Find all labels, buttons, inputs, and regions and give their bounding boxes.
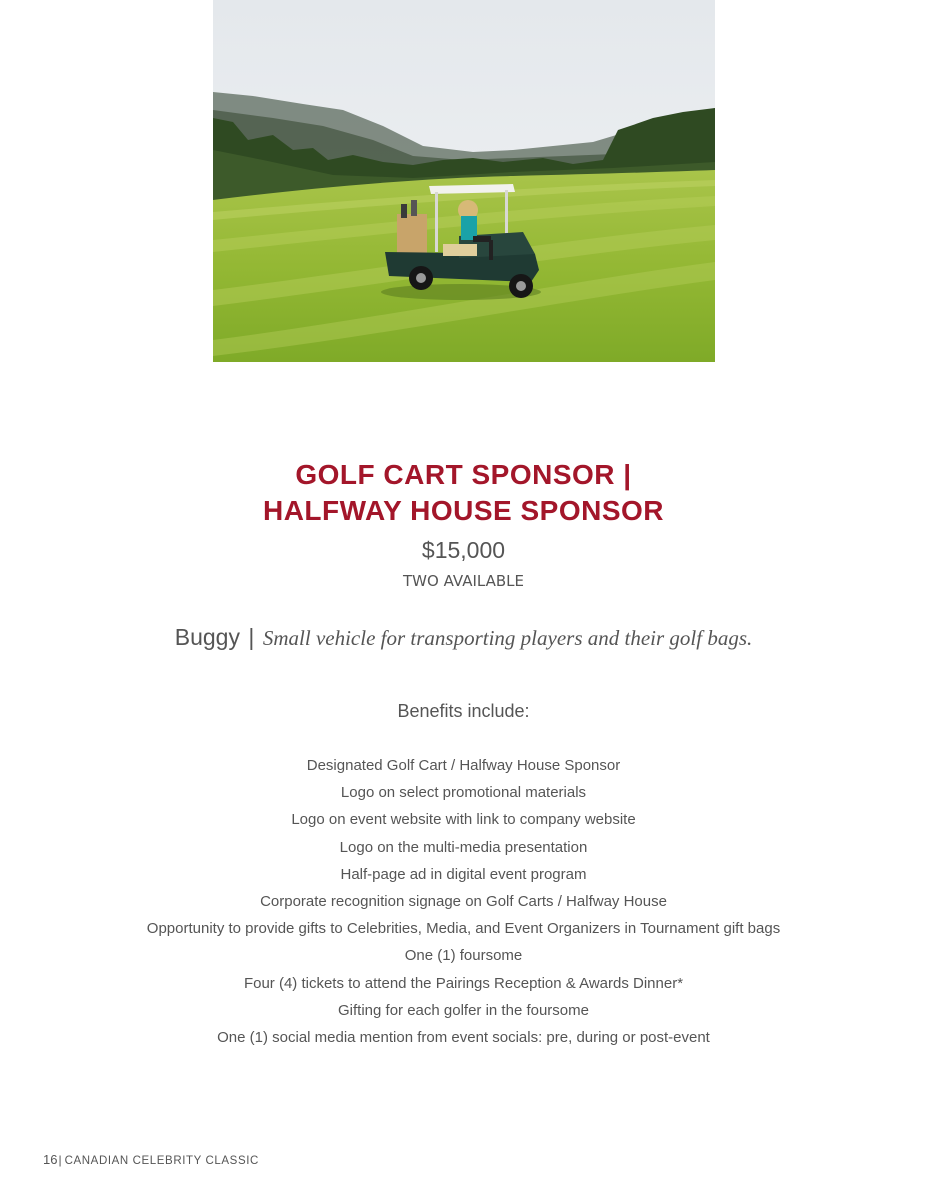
golf-cart-photo [213,0,715,362]
benefit-item: Opportunity to provide gifts to Celebrities, Media, and Event Organizers in Tournament gift bags [146,920,781,938]
sponsorship-title-line1: GOLF CART SPONSOR | [295,459,632,490]
page-number: 16 [43,1152,58,1167]
benefit-item: Gifting for each golfer in the foursome [338,1001,589,1019]
benefits-heading: Benefits include: [397,701,530,721]
benefit-item: Designated Golf Cart / Halfway House Sponsor [306,757,621,774]
benefits-list [0,752,927,1051]
page-footer [43,1152,259,1169]
benefit-item: Half-page ad in digital event program [340,865,587,883]
benefit-item: One (1) foursome [404,947,523,965]
sponsorship-title-line2: HALFWAY HOUSE SPONSOR [262,495,664,526]
sponsorship-availability: TWO AVAILABLE [403,572,524,590]
benefit-item: One (1) social media mention from event socials: pre, during or post-event [217,1028,710,1046]
benefit-item: Logo on select promotional materials [340,784,587,802]
footer-separator: | [58,1153,62,1167]
definition-separator: | [248,624,255,650]
sponsorship-price: $15,000 [421,537,506,563]
definition-description: Small vehicle for transporting players and their golf bags. [262,626,753,650]
publication-name: CANADIAN CELEBRITY CLASSIC [64,1155,259,1167]
benefit-item: Logo on event website with link to company website [291,811,636,829]
definition-line [0,622,927,656]
benefit-item: Logo on the multi-media presentation [339,838,588,856]
definition-term: Buggy [174,624,240,650]
benefit-item: Four (4) tickets to attend the Pairings Reception & Awards Dinner* [243,974,684,992]
benefit-item: Corporate recognition signage on Golf Carts / Halfway House [260,892,667,910]
